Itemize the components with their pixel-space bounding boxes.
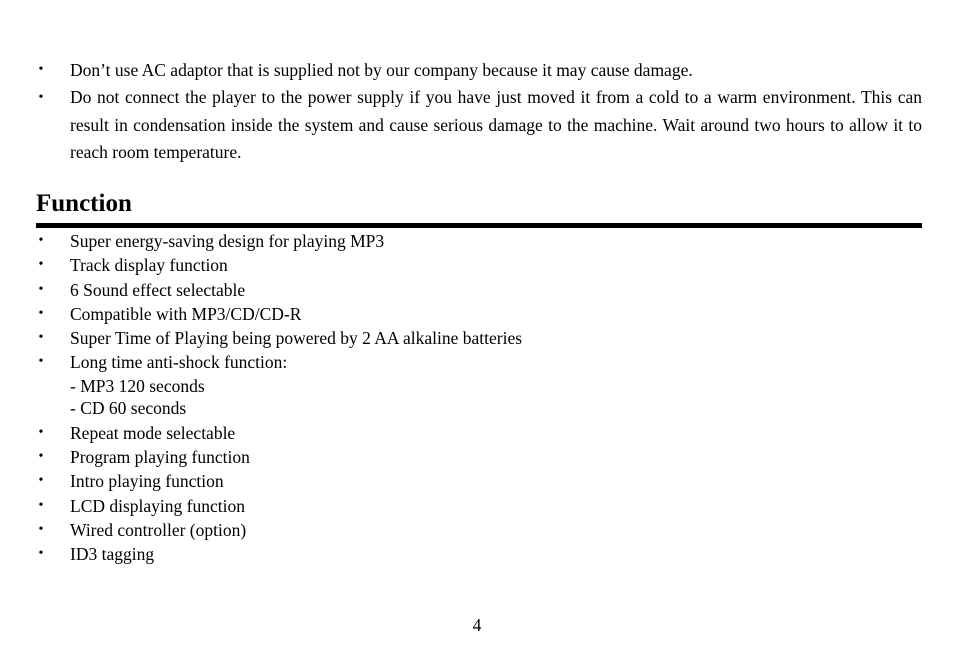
feature-item [36, 421, 922, 445]
bullet-icon: • [38, 424, 44, 440]
feature-text: Program playing function [70, 447, 250, 468]
bullet-icon: • [38, 233, 44, 248]
feature-text: Super Time of Playing being powered by 2 AA alkaline batteries [70, 328, 523, 349]
heading-rule [36, 223, 922, 228]
feature-text: Long time anti-shock function: [70, 352, 288, 373]
feature-item [36, 302, 922, 326]
bullet-icon: • [38, 473, 44, 489]
page-number: 4 [472, 615, 482, 635]
anti-shock-detail: - CD 60 seconds [70, 397, 187, 418]
bullet-icon: • [38, 62, 44, 77]
feature-text: Compatible with MP3/CD/CD-R [70, 303, 302, 324]
bullet-icon: • [38, 449, 44, 465]
feature-item [36, 350, 922, 418]
feature-text: Track display function [70, 255, 228, 276]
bullet-icon: • [38, 330, 44, 346]
bullet-icon: • [38, 257, 44, 273]
bullet-icon: • [38, 90, 44, 105]
feature-item [36, 469, 922, 493]
warning-text: Don’t use AC adaptor that is supplied not by our company because it may cause damage. [70, 60, 693, 80]
anti-shock-detail: - MP3 120 seconds [70, 375, 205, 396]
feature-item [36, 229, 922, 253]
feature-text: Super energy-saving design for playing MP3 [70, 231, 385, 251]
feature-text: ID3 tagging [70, 544, 155, 565]
feature-item [36, 494, 922, 518]
bullet-icon: • [38, 354, 44, 370]
anti-shock-details [70, 375, 922, 419]
warning-list [36, 58, 922, 167]
bullet-icon: • [38, 497, 44, 513]
feature-text: Repeat mode selectable [70, 422, 236, 443]
warning-item [36, 84, 922, 167]
feature-list [36, 229, 922, 567]
feature-text: LCD displaying function [70, 495, 245, 516]
feature-text: Wired controller (option) [70, 519, 247, 540]
feature-item [36, 253, 922, 277]
warning-item [36, 58, 922, 82]
feature-item [36, 445, 922, 469]
feature-item [36, 542, 922, 566]
feature-item [36, 518, 922, 542]
bullet-icon: • [38, 521, 44, 537]
section-heading: Function [36, 190, 132, 217]
feature-text: Intro playing function [70, 471, 224, 492]
feature-item [36, 326, 922, 350]
warning-text: Do not connect the player to the power supply if you have just moved it from a cold to a warm environment. This can result in condensation inside the system and cause serious damage to the machine. Wait around two hours to allow it to reach room temperature. [70, 87, 922, 162]
bullet-icon: • [38, 546, 44, 562]
feature-text: 6 Sound effect selectable [70, 279, 246, 300]
bullet-icon: • [38, 305, 44, 321]
feature-item [36, 278, 922, 302]
bullet-icon: • [38, 281, 44, 297]
